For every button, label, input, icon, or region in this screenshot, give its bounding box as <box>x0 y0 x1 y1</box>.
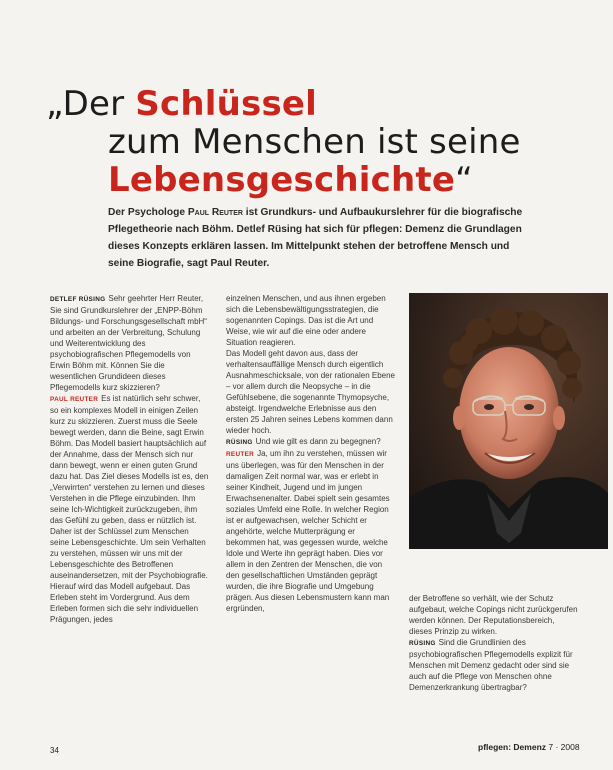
text-column-3 <box>409 593 579 693</box>
headline-line-3 <box>108 162 473 198</box>
footer-magazine <box>478 742 580 752</box>
headline-keyword-2: Lebensgeschichte <box>108 160 456 200</box>
paragraph <box>409 593 579 637</box>
paragraph <box>226 436 396 448</box>
paragraph <box>226 348 396 436</box>
footer-magazine-name: pflegen: Demenz <box>478 742 547 752</box>
paragraph <box>50 526 210 625</box>
portrait-image <box>409 293 608 549</box>
lead-part-1: Der Psychologe <box>108 207 188 218</box>
speaker-label: REUTER <box>226 451 255 458</box>
paragraph-text: Es ist natürlich sehr schwer, so ein komplexes Modell in einigen Zeilen kurz zu skizzieren. Zuerst muss die Seele bewegt werden, dann die Beine, sagt Erwin Böhm. Das Modell basiert hauptsächlich auf der Annahme, dass der Mensch sich nur dann bewegt, wenn er einen guten Grund dazu hat. Das Ziel dieses Modells ist es, den „Verwirrten“ verstehen zu lernen und dieses Verstehen in die Pflege einzubinden. Ihm seine Ich-Wichtigkeit zurückzugeben, ihm das Gefühl zu geben, dass er nützlich ist. <box>50 394 209 525</box>
lead-author-name: Paul Reuter <box>187 207 243 218</box>
headline-closing-quote: “ <box>455 160 473 200</box>
paragraph <box>226 293 396 348</box>
headline-line-1 <box>46 86 317 122</box>
lead-part-3: die Grundlagen dieses Konzepts erklären lassen. Im Mittelpunkt stehen der betroffene Mensch und seine Biografie, sagt Paul Reuter. <box>108 224 522 269</box>
paragraph-text: Sind die Grundlinien des psychobiografischen Pflegemodells explizit für Menschen mit Demenz gedacht oder sind sie auch auf die Pflege von Menschen ohne Demenzerkrankung übertragbar? <box>409 638 573 692</box>
text-column-2 <box>226 293 396 614</box>
paragraph <box>409 637 579 693</box>
paragraph-text: Daher ist der Schlüssel zum Menschen seine Lebensgeschichte. Um sein Verhalten zu verstehen, müssen wir uns mit der Lebensgeschichte des Betroffenen auseinandersetzen, mit der Psychobiografie. Hierauf wird das Modell aufgebaut. Das Erleben steht im Vordergrund. Aus dem Erleben formen sich die sehr individuellen Prägungen, jedes <box>50 527 208 624</box>
lead-paragraph <box>108 204 526 272</box>
paragraph <box>50 393 210 526</box>
paragraph-text: der Betroffene so verhält, wie der Schutz aufgebaut, welche Copings nicht zurückgerufen werden können. Der Reputationsbereich, dieses Prinzip zu wirken. <box>409 594 578 636</box>
text-column-1 <box>50 293 210 625</box>
speaker-label: RÜSING <box>409 640 436 647</box>
page-number: 34 <box>50 746 59 755</box>
paragraph-text: Sehr geehrter Herr Reuter, Sie sind Grundkurslehrer der „ENPP-Böhm Bildungs- und Forschungsgesellschaft mbH“ und arbeiten an der Verbreitung, Schulung und Weiterentwicklung des psychobiografischen Pflegemodells von Erwin Böhm mit. Können Sie die wesentlichen Grundideen dieses Pflegemodells kurz skizzieren? <box>50 294 207 392</box>
paragraph <box>50 293 210 393</box>
headline-keyword: Schlüssel <box>135 84 317 124</box>
paragraph-text: Das Modell geht davon aus, dass der verhaltensauffällige Mensch durch eigentlich Ausnahmeschicksale, von der rationalen Ebene – vor allem durch die Neopsyche – in die Gefühlsebene, die sogenannte Thymopsyche, absteigt. Irgendwelche Erlebnisse aus den ersten 25 Jahren seines Lebens kommen dann wieder hoch. <box>226 349 395 435</box>
portrait-photo <box>409 293 608 549</box>
headline-quote-word: „Der <box>46 84 125 124</box>
headline-line-2: zum Menschen ist seine <box>108 122 521 162</box>
paragraph-text: Und wie gilt es dann zu begegnen? <box>255 437 381 446</box>
paragraph-text: einzelnen Menschen, und aus ihnen ergeben sich die Lebensbewältigungsstrategien, die sogenannten Copings. Das ist die Art und Weise, wie wir auf die eine oder andere Situation reagieren. <box>226 294 386 347</box>
lead-magazine-name: pflegen: Demenz <box>362 224 445 235</box>
speaker-label: DETLEF RÜSING <box>50 296 106 303</box>
footer-issue: 7 · 2008 <box>548 742 580 752</box>
paragraph-text: Ja, um ihn zu verstehen, müssen wir uns überlegen, was für den Menschen in der damaligen Zeit normal war, was er erlebt in seiner Kindheit, Jugend und im jungen Erwachsenenalter. Dabei spielt sein gesamtes soziales Umfeld eine Rolle. In welcher Region ist er aufgewachsen, welcher Schicht er angehörte, welche Mutterprägung er bekommen hat, was gegessen wurde, welche Idole und Werte ihn geprägt haben. Dies vor allem in den Zentren der Menschen, die von den gesellschaftlichen Umständen geprägt wurden, die ihre Biografie und Umgebung prägen. Aus diesen Lebensmustern kann man ergründen, <box>226 449 390 613</box>
paragraph <box>226 448 396 614</box>
speaker-label: PAUL REUTER <box>50 396 99 403</box>
speaker-label: RÜSING <box>226 439 253 446</box>
lead-part-2: ist Grundkurs- und Aufbaukurslehrer für die biografische Pflegetheorie nach Böhm. Detlef Rüsing hat sich für <box>108 207 523 235</box>
